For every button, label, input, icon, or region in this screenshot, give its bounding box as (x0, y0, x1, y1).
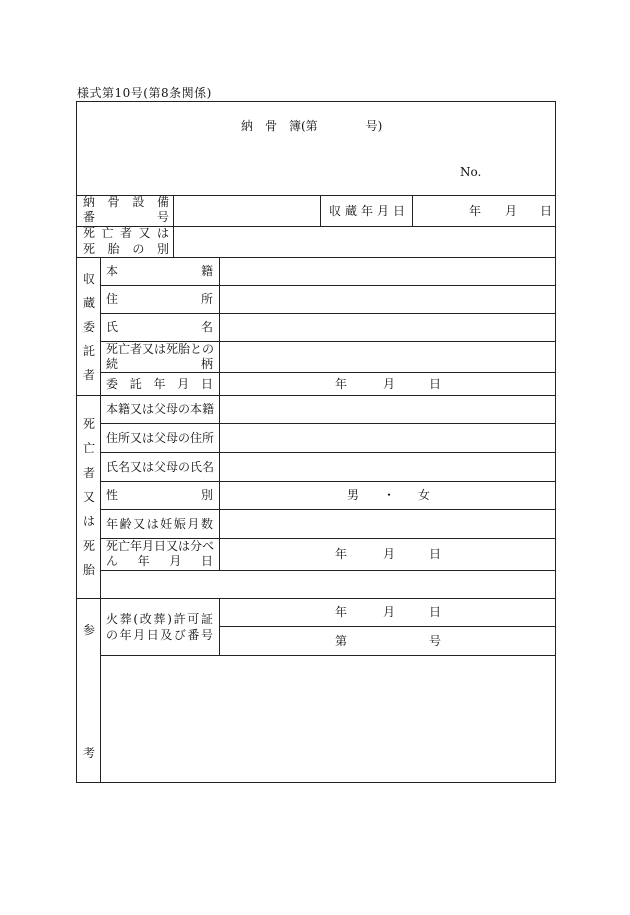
remarks-char-top: 参 (83, 623, 96, 637)
consignor-name-label: 氏 名 (106, 320, 213, 334)
consignor-group-label (81, 272, 97, 382)
divider-group-col (100, 257, 101, 783)
storage-date-label: 収蔵年月日 (329, 204, 405, 218)
consignor-address-label: 住 所 (106, 292, 213, 306)
divider-permit-mid (219, 626, 555, 627)
divider-label-col (173, 195, 174, 257)
consignor-char-5: 者 (82, 368, 95, 382)
sex-male: 男 (347, 488, 360, 502)
consignor-char-2: 蔵 (82, 296, 95, 310)
death-date-label-2: ん 年 月 日 (106, 554, 213, 568)
deceased-char-4: 又 (82, 489, 95, 504)
divider-address (100, 313, 555, 314)
permit-day-unit: 日 (429, 605, 442, 619)
divider-deceased-field (219, 395, 220, 570)
deceased-address-label: 住所又は父母の住所 (106, 431, 215, 445)
death-day-unit: 日 (429, 547, 442, 561)
permit-year-unit: 年 (335, 605, 348, 619)
consignor-honseki-label: 本 籍 (106, 264, 213, 278)
storage-year-unit: 年 (469, 204, 482, 218)
death-year-unit: 年 (335, 547, 348, 561)
sex-separator: ・ (383, 488, 396, 502)
divider-relation (100, 372, 555, 373)
remarks-char-bottom: 考 (83, 746, 96, 760)
deceased-honseki-label: 本籍又は父母の本籍 (106, 402, 215, 416)
form-caption: 様式第10号(第8条関係) (77, 86, 212, 100)
death-month-unit: 月 (383, 547, 396, 561)
facility-number-label-2: 番 号 (83, 210, 169, 224)
permit-go: 号 (429, 634, 442, 648)
divider-d-address (100, 452, 555, 453)
divider-honseki (100, 285, 555, 286)
deceased-char-5: は (82, 514, 95, 529)
death-date-label-1: 死亡年月日又は分べ (106, 539, 215, 553)
storage-day-unit: 日 (540, 204, 553, 218)
deceased-char-2: 亡 (82, 441, 95, 456)
deceased-name-label: 氏名又は父母の氏名 (106, 460, 215, 474)
deceased-char-1: 死 (82, 417, 95, 431)
deceased-char-7: 胎 (82, 562, 95, 577)
divider-date-label-left (320, 195, 321, 226)
consignor-relation-label-1: 死亡者又は死胎との (106, 342, 215, 356)
consignor-relation-label-2: 続 柄 (106, 357, 213, 371)
deceased-type-label-2: 死 胎 の 別 (83, 242, 169, 256)
divider-d-name (100, 481, 555, 482)
consignment-year-unit: 年 (335, 377, 348, 391)
divider-permit-end (100, 655, 555, 656)
divider-d-death (100, 570, 555, 571)
deceased-group-label (81, 417, 97, 577)
consignor-char-3: 委 (82, 320, 95, 334)
divider-row2 (77, 257, 555, 258)
divider-consignor-field (219, 257, 220, 395)
sex-label: 性 別 (106, 488, 213, 502)
number-label: No. (460, 165, 482, 179)
age-label: 年齢又は妊娠月数 (106, 517, 213, 531)
consignment-date-label: 委 託 年 月 日 (106, 377, 213, 391)
divider-permit-field (219, 598, 220, 655)
deceased-char-3: 者 (82, 465, 95, 480)
divider-date-label-right (412, 195, 413, 226)
sex-female: 女 (418, 488, 431, 502)
storage-month-unit: 月 (505, 204, 518, 218)
consignment-month-unit: 月 (383, 377, 396, 391)
form-title: 納 骨 簿(第 号) (241, 119, 383, 133)
divider-consignor-end (77, 395, 555, 396)
permit-label-2: の年月日及び番号 (106, 628, 213, 642)
permit-dai: 第 (335, 634, 348, 648)
consignor-char-1: 収 (82, 272, 95, 286)
consignment-day-unit: 日 (429, 377, 442, 391)
deceased-type-label-1: 死亡者又は (83, 226, 169, 240)
consignor-char-4: 託 (82, 344, 95, 358)
permit-month-unit: 月 (383, 605, 396, 619)
divider-d-honseki (100, 423, 555, 424)
facility-number-label-1: 納 骨 設 備 (83, 195, 169, 209)
permit-label-1: 火葬(改葬)許可証 (106, 612, 213, 626)
divider-d-sex (100, 509, 555, 510)
divider-deceased-end (77, 598, 555, 599)
deceased-char-6: 死 (82, 538, 95, 553)
nokotsubo-form (76, 101, 556, 783)
